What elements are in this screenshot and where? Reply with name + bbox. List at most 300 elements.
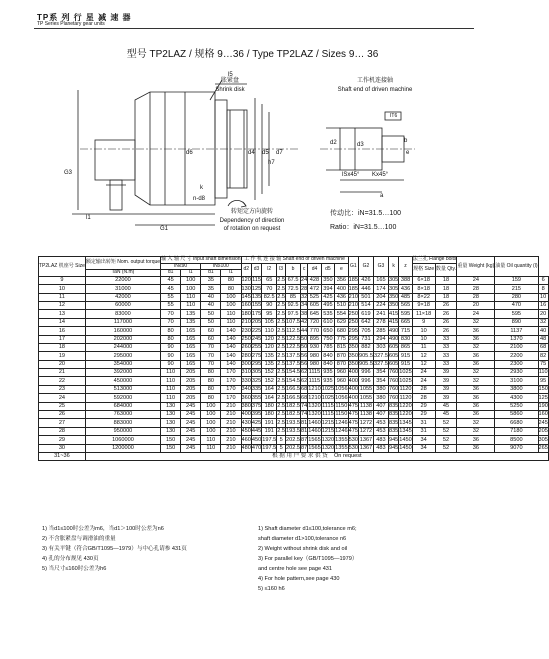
table-cell: 750: [321, 335, 334, 343]
table-cell: 629: [335, 318, 348, 326]
table-cell: 1345: [399, 428, 412, 435]
table-cell: 38: [301, 310, 308, 317]
table-cell: 870: [335, 360, 348, 368]
table-cell: 105: [262, 318, 277, 326]
table-row: [39, 276, 549, 284]
table-cell: 305: [538, 436, 548, 443]
table-cell: 10: [412, 327, 435, 335]
table-cell: 110: [538, 369, 548, 376]
table-cell: 230: [241, 327, 251, 334]
note-line: 1) 当d1≤100时公差为m6，当d1＞100时公差为n6: [42, 526, 164, 532]
rotation-label-cn: 转矩定方向旋转: [230, 209, 273, 215]
dim-h7: h7: [268, 160, 275, 166]
col-flange-size: 规格 Size: [412, 263, 435, 276]
table-cell: 680: [335, 327, 348, 335]
table-cell: 760: [388, 386, 399, 393]
table-cell: 81: [301, 428, 308, 435]
col-in90: iN≤90: [161, 263, 201, 270]
table-cell: 280: [241, 352, 251, 359]
table-cell: 605: [308, 301, 321, 309]
table-cell: 2.5: [277, 377, 286, 384]
table-cell: 2.5: [277, 386, 286, 393]
table-cell: 8: [538, 285, 548, 293]
table-cell: 430: [241, 419, 251, 426]
table-cell: 140: [221, 343, 241, 351]
row-size-cell: 24: [39, 394, 86, 402]
row-size-cell: 11: [39, 293, 86, 301]
table-cell: 1137: [495, 327, 538, 335]
table-cell: 428: [308, 276, 321, 284]
table-cell: 436: [399, 285, 412, 293]
table-cell: 450: [251, 436, 262, 443]
row-size-cell: 10: [39, 285, 86, 293]
table-cell: 2200: [495, 352, 538, 360]
table-cell: 39: [435, 377, 457, 385]
table-cell: 29: [412, 411, 435, 419]
table-cell: 45: [161, 276, 181, 284]
row-size-cell: 26: [39, 411, 86, 419]
col-flange-qty: 数量 Qty.: [435, 263, 457, 276]
table-cell: 152: [262, 377, 277, 385]
table-cell: 415: [388, 310, 399, 317]
table-cell: 210: [221, 411, 241, 419]
note-line: 4) For hole pattern,see page 430: [258, 576, 340, 582]
table-cell: 36: [457, 411, 495, 419]
table-cell: 1056: [335, 394, 348, 401]
table-cell: 490: [388, 327, 399, 334]
table-cell: 210: [221, 419, 241, 427]
table-cell: 160000: [85, 327, 160, 335]
table-cell: 42: [301, 319, 308, 326]
col-weight: 重量 Weight (kg): [457, 257, 495, 277]
table-cell: 945: [388, 444, 399, 451]
footer-size-cell: 31~36: [39, 452, 86, 460]
table-cell: 130: [161, 419, 181, 427]
table-cell: 2.5: [277, 285, 286, 292]
table-cell: 28: [412, 385, 435, 393]
table-cell: 355: [251, 394, 262, 401]
table-cell: 31000: [85, 285, 160, 293]
table-cell: 245: [181, 411, 201, 419]
table-cell: 135: [181, 318, 201, 326]
table-row: [39, 402, 549, 410]
table-cell: 22000: [85, 276, 160, 284]
table-cell: 265: [538, 444, 548, 451]
shaft-end-label-cn: 工作机连接轴: [356, 78, 393, 84]
table-cell: 605: [388, 344, 399, 351]
table-cell: 255: [251, 344, 262, 351]
dim-d6: d6: [186, 150, 193, 156]
table-cell: 210: [348, 302, 358, 309]
footer-request-cell: [85, 452, 548, 460]
table-cell: 182.5: [286, 403, 301, 410]
table-cell: 5: [277, 444, 286, 452]
row-size-cell: 23: [39, 385, 86, 393]
table-cell: 340: [241, 386, 251, 393]
table-cell: 32: [457, 419, 495, 427]
table-cell: 50: [301, 344, 308, 351]
table-cell: 68: [538, 343, 548, 351]
table-cell: 35: [201, 285, 221, 293]
table-cell: 110: [221, 318, 241, 326]
table-cell: 1367: [359, 444, 373, 451]
table-cell: 62: [301, 369, 308, 376]
table-cell: 82.5: [262, 293, 277, 301]
table-cell: 150: [161, 436, 181, 444]
table-cell: 100: [221, 301, 241, 309]
ratio-label-cn: 传动比：iN=31.5…100: [330, 210, 402, 217]
table-cell: 26: [435, 310, 457, 318]
table-cell: 770: [308, 327, 321, 335]
row-size-cell: 20: [39, 360, 86, 368]
table-cell: 490: [388, 335, 399, 342]
table-cell: 354000: [85, 360, 160, 368]
table-cell: 80: [161, 327, 181, 335]
table-cell: 835: [388, 419, 399, 426]
table-cell: 115: [252, 277, 262, 284]
table-cell: 159: [495, 276, 538, 284]
rotation-label-en1: Dependency of direction: [219, 218, 285, 224]
table-cell: 303: [373, 343, 388, 351]
table-cell: 530: [348, 436, 358, 443]
table-cell: 388: [399, 276, 412, 284]
table-cell: 5: [277, 436, 286, 444]
table-cell: 935: [321, 369, 334, 377]
table-cell: 20: [457, 301, 495, 309]
table-cell: 26: [435, 327, 457, 335]
dim-e: e: [406, 150, 410, 156]
table-cell: 1115: [308, 369, 321, 376]
table-cell: 193.5: [286, 428, 301, 435]
page-title: 型号 TP2LAZ / 规格 9…36 / Type TP2LAZ / Sizes 9… 36: [126, 49, 379, 60]
table-cell: 18: [435, 276, 457, 284]
table-cell: 1115: [322, 403, 334, 410]
table-cell: 1115: [308, 377, 321, 384]
table-cell: 2.5: [277, 327, 286, 334]
table-cell: 720: [308, 318, 321, 326]
table-cell: 18: [435, 293, 457, 301]
table-cell: 684000: [85, 402, 160, 410]
table-cell: 8×18: [412, 285, 435, 293]
table-cell: 95: [538, 377, 548, 385]
table-cell: 190: [538, 403, 548, 410]
table-cell: 12: [412, 360, 435, 368]
table-cell: 1150: [335, 411, 348, 418]
row-size-cell: 27: [39, 419, 86, 427]
table-cell: 1210: [308, 386, 321, 393]
table-cell: 166.5: [286, 394, 301, 401]
table-cell: 1056: [335, 386, 348, 393]
table-cell: 1215: [321, 419, 335, 426]
table-cell: 70: [201, 343, 221, 351]
table-cell: 407: [373, 402, 388, 410]
table-cell: 31: [412, 427, 435, 435]
table-cell: 52: [435, 419, 457, 427]
table-cell: 28: [457, 285, 495, 293]
table-cell: 28: [301, 285, 308, 292]
note-line: 3) For parallel key（GB/T1095—1979）: [258, 556, 358, 562]
dim-d2: d2: [330, 140, 337, 146]
table-cell: 245: [538, 419, 548, 426]
row-size-cell: 22: [39, 377, 86, 385]
dim-a: a: [380, 193, 384, 199]
row-size-cell: 19: [39, 352, 86, 360]
table-cell: 1120: [399, 386, 412, 393]
table-cell: 1460: [308, 428, 321, 435]
table-cell: 10: [538, 293, 548, 301]
table-cell: 34: [412, 444, 435, 452]
table-cell: 400: [348, 369, 358, 376]
table-cell: 380: [241, 403, 251, 410]
table-cell: 470: [251, 444, 262, 451]
note-line: 2) Weight without shrink disk and oil: [258, 546, 348, 552]
table-cell: 36: [457, 352, 495, 360]
table-cell: 2.5: [277, 394, 286, 401]
table-cell: 36: [457, 436, 495, 444]
table-cell: 122.5: [286, 344, 301, 351]
table-cell: 191: [262, 419, 277, 427]
table-cell: 110: [201, 444, 221, 452]
table-cell: 395: [251, 411, 262, 418]
table-cell: 90: [161, 360, 181, 368]
table-cell: 130: [241, 285, 251, 292]
table-cell: 1320: [321, 436, 335, 443]
dim-l5: l5: [228, 72, 233, 78]
table-cell: 415: [388, 319, 399, 326]
table-cell: 835: [388, 428, 399, 435]
row-size-cell: 28: [39, 427, 86, 435]
table-row: [39, 444, 549, 452]
table-cell: 60: [201, 327, 221, 335]
table-cell: 32: [538, 318, 548, 326]
table-cell: 210: [348, 293, 358, 300]
footer-request-cn: 根 据 用 户 要 求 供 货: [272, 453, 328, 460]
table-cell: 1460: [308, 419, 321, 426]
table-cell: 8500: [495, 436, 538, 444]
table-cell: 665: [399, 318, 412, 326]
table-cell: 960: [335, 377, 348, 385]
table-cell: 1210: [308, 394, 321, 401]
table-cell: 895: [308, 335, 321, 343]
table-cell: 34: [301, 302, 308, 309]
table-cell: 110: [161, 377, 181, 385]
table-row: [39, 436, 549, 444]
table-cell: 360: [241, 394, 251, 401]
table-cell: 785: [321, 343, 334, 351]
table-cell: 36: [457, 394, 495, 402]
table-cell: 100: [181, 276, 201, 284]
note-line: 1) Shaft diameter d1≤100,tolerance m6;: [258, 526, 357, 532]
table-row: [39, 318, 549, 326]
table-cell: 407: [373, 411, 388, 419]
table-cell: 642: [358, 318, 373, 326]
table-cell: 70: [201, 360, 221, 368]
dimension-table: [38, 256, 549, 461]
table-row: [39, 352, 549, 360]
table-cell: 215: [495, 285, 538, 293]
table-cell: 592000: [85, 394, 160, 402]
table-cell: 60000: [85, 301, 160, 309]
table-cell: 65: [262, 276, 277, 284]
table-cell: 840: [321, 360, 334, 368]
table-cell: 400: [241, 411, 251, 418]
table-cell: 335: [251, 386, 262, 393]
table-cell: 930: [308, 343, 321, 351]
table-cell: 110: [181, 301, 201, 309]
table-cell: 2.5: [277, 352, 286, 359]
table-cell: 915: [399, 360, 412, 368]
table-cell: 67.5: [286, 276, 301, 284]
table-cell: 760: [388, 369, 399, 376]
table-cell: 350: [348, 361, 358, 368]
table-cell: 245: [181, 419, 201, 427]
table-cell: 164: [262, 385, 277, 393]
table-cell: 87: [301, 444, 308, 451]
table-cell: 350: [388, 302, 399, 309]
table-row: [39, 394, 549, 402]
table-cell: 11×18: [412, 310, 435, 318]
table-cell: 425: [251, 419, 262, 426]
table-cell: 205: [181, 377, 201, 385]
table-cell: 70: [201, 352, 221, 360]
table-cell: 453: [373, 419, 388, 427]
table-cell: 62: [301, 377, 308, 384]
table-cell: 210: [221, 427, 241, 435]
table-cell: 40: [201, 301, 221, 309]
table-cell: 2.5: [277, 302, 286, 309]
table-cell: 453: [373, 427, 388, 435]
series-title-cn: TP系 列 行 星 减 速 器: [37, 13, 132, 22]
table-cell: 1272: [359, 428, 373, 435]
table-cell: 193.5: [286, 419, 301, 426]
col-g1: G1: [348, 257, 358, 277]
row-size-cell: 13: [39, 310, 86, 318]
table-cell: 202000: [85, 335, 160, 343]
table-cell: 45: [435, 411, 457, 419]
table-cell: 95: [262, 310, 277, 318]
col-torque: 额定输出转矩 Nom. output torque: [85, 257, 160, 270]
table-cell: 380: [373, 394, 388, 402]
table-cell: 125: [251, 285, 262, 292]
table-cell: 470: [495, 301, 538, 309]
table-cell: 33: [435, 343, 457, 351]
table-cell: 40: [538, 327, 548, 335]
table-cell: 32: [457, 318, 495, 326]
table-cell: 32: [457, 377, 495, 385]
table-cell: 50: [201, 318, 221, 326]
table-cell: 32: [457, 343, 495, 351]
table-cell: 9: [412, 318, 435, 326]
table-cell: 150: [161, 444, 181, 452]
table-cell: 250: [241, 335, 251, 342]
col-in100: iN≥100: [201, 263, 241, 270]
table-cell: 350: [388, 293, 399, 300]
table-cell: 210: [221, 436, 241, 444]
table-cell: 835: [388, 403, 399, 410]
table-cell: 450: [241, 428, 251, 435]
table-row: [39, 343, 549, 351]
table-cell: 295: [348, 335, 358, 342]
series-title-en: TP Series Planetary gear units: [37, 21, 105, 27]
table-cell: 68: [301, 394, 308, 401]
table-cell: 882: [358, 343, 373, 351]
table-cell: 100: [201, 419, 221, 427]
table-cell: 40: [201, 293, 221, 301]
table-cell: 90: [262, 301, 277, 309]
table-cell: 87: [301, 436, 308, 443]
dim-g3: G3: [64, 170, 73, 176]
rotation-label-en2: of rotation on request: [223, 226, 281, 232]
table-cell: 1055: [359, 386, 373, 393]
col-d1b: d1: [201, 270, 221, 277]
table-cell: 140: [221, 360, 241, 368]
table-cell: 33: [435, 335, 457, 343]
col-z: z: [399, 257, 412, 277]
table-cell: 350: [321, 276, 334, 284]
table-cell: 210: [241, 319, 251, 326]
table-cell: 29: [412, 402, 435, 410]
table-cell: 36: [457, 327, 495, 335]
table-cell: 135: [181, 310, 201, 318]
table-cell: 165: [181, 343, 201, 351]
table-cell: 224: [373, 301, 388, 309]
table-cell: 39: [435, 385, 457, 393]
table-cell: 980: [308, 360, 321, 368]
table-cell: 31: [412, 419, 435, 427]
input-shaft: [110, 180, 122, 210]
table-cell: 595: [399, 310, 412, 318]
table-cell: 70: [161, 310, 181, 318]
table-cell: 45: [435, 402, 457, 410]
table-cell: 1246: [335, 428, 348, 435]
table-cell: 2.5: [277, 310, 286, 317]
table-cell: 225: [251, 327, 262, 334]
table-cell: 32: [457, 369, 495, 377]
table-cell: 90: [161, 352, 181, 360]
table-cell: 110: [262, 327, 277, 335]
table-cell: 1450: [399, 436, 412, 443]
col-k: k: [388, 257, 398, 277]
table-cell: 83000: [85, 310, 160, 318]
col-torque-unit: TaN (N.m): [85, 270, 160, 277]
table-cell: 945: [388, 436, 399, 443]
table-cell: 278: [373, 318, 388, 326]
col-c: c: [301, 263, 308, 276]
table-cell: 33: [435, 360, 457, 368]
table-footer-row: [39, 452, 549, 460]
table-cell: 72.5: [286, 285, 301, 293]
ratio-label-en: Ratio：iN=31.5…100: [330, 224, 397, 231]
table-cell: 1150: [335, 403, 348, 410]
table-cell: 8×22: [412, 293, 435, 301]
table-row: [39, 335, 549, 343]
table-cell: 1450: [399, 444, 412, 451]
table-cell: 890: [495, 318, 538, 326]
table-cell: 5860: [495, 411, 538, 419]
table-cell: 74: [301, 411, 308, 418]
note-line: 3) 有关平键（符合GB/T1095—1979）与中心孔请参 431页: [42, 546, 187, 552]
table-cell: 122.5: [286, 335, 301, 342]
table-cell: 245: [251, 335, 262, 342]
table-cell: 10: [412, 335, 435, 343]
col-d1a: d1: [161, 270, 181, 277]
table-cell: 392000: [85, 369, 160, 377]
table-cell: 245: [181, 436, 201, 444]
table-cell: 731: [358, 335, 373, 343]
table-cell: 980: [308, 352, 321, 360]
table-cell: 140: [221, 327, 241, 335]
table-cell: 9070: [495, 444, 538, 452]
